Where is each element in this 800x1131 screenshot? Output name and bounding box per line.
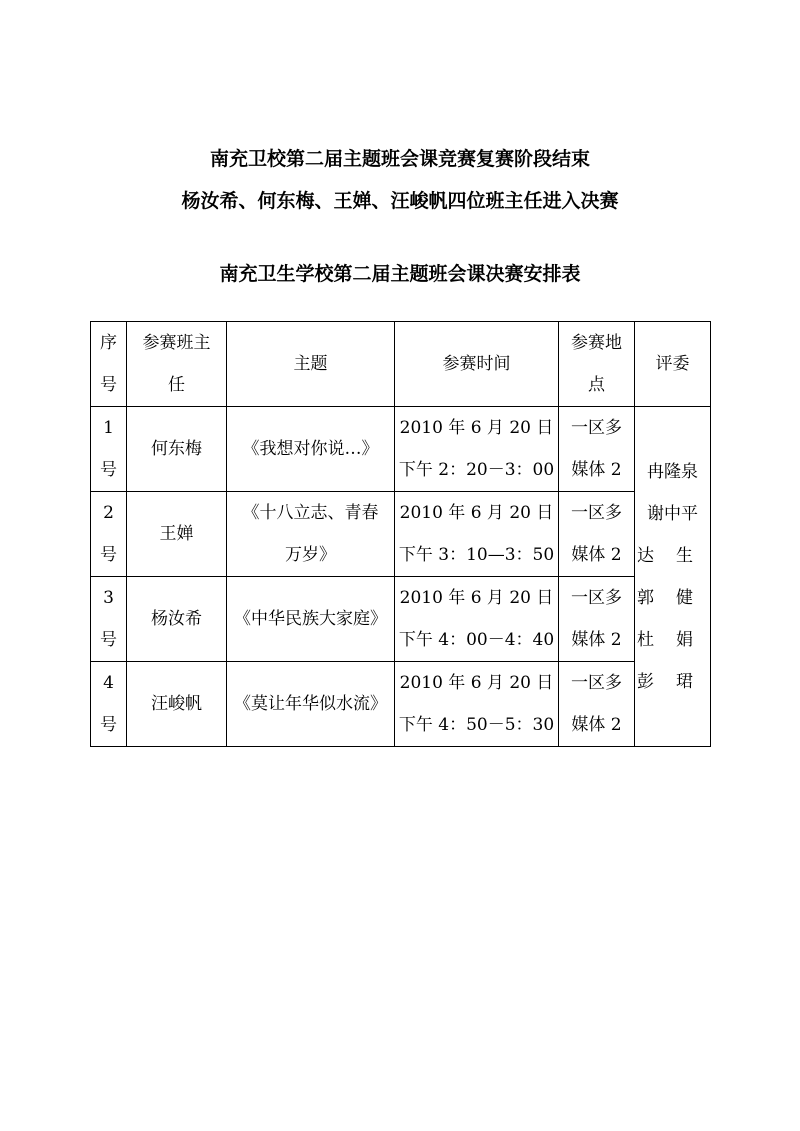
judge-name: 谢中平 — [647, 503, 698, 524]
schedule-table — [90, 321, 711, 747]
row-teacher: 杨汝希 — [127, 577, 227, 662]
row-index: 4 号 — [91, 662, 127, 747]
table-row — [91, 577, 711, 662]
row-venue: 一区多 媒体 2 — [559, 492, 635, 577]
table-row — [91, 492, 711, 577]
table-title: 南充卫生学校第二届主题班会课决赛安排表 — [219, 263, 581, 285]
judge-name: 彭 珺 — [637, 671, 693, 692]
row-theme: 《莫让年华似水流》 — [227, 662, 395, 747]
row-index: 3 号 — [91, 577, 127, 662]
table-row — [91, 662, 711, 747]
row-theme: 《十八立志、青春 万岁》 — [227, 492, 395, 577]
header-judges: 评委 — [635, 322, 711, 407]
document-subtitle: 杨汝希、何东梅、王婵、汪峻帆四位班主任进入决赛 — [181, 190, 619, 212]
header-time: 参赛时间 — [395, 322, 559, 407]
row-venue: 一区多 媒体 2 — [559, 662, 635, 747]
header-teacher: 参赛班主 任 — [127, 322, 227, 407]
row-venue: 一区多 媒体 2 — [559, 407, 635, 492]
header-index: 序 号 — [91, 322, 127, 407]
row-time: 2010 年 6 月 20 日 下午 4：00－4：40 — [395, 577, 559, 662]
row-index: 1 号 — [91, 407, 127, 492]
header-theme: 主题 — [227, 322, 395, 407]
document-title: 南充卫校第二届主题班会课竞赛复赛阶段结束 — [209, 148, 590, 170]
judge-name: 郭 健 — [637, 587, 693, 608]
header-venue: 参赛地 点 — [559, 322, 635, 407]
row-theme: 《中华民族大家庭》 — [227, 577, 395, 662]
judge-name: 杜 娟 — [637, 629, 693, 650]
row-time: 2010 年 6 月 20 日 下午 4：50－5：30 — [395, 662, 559, 747]
judge-name: 达 生 — [637, 545, 693, 566]
row-venue: 一区多 媒体 2 — [559, 577, 635, 662]
header-row — [91, 322, 711, 407]
row-teacher: 王婵 — [127, 492, 227, 577]
row-teacher: 何东梅 — [127, 407, 227, 492]
row-teacher: 汪峻帆 — [127, 662, 227, 747]
judge-name: 冉隆泉 — [647, 461, 698, 482]
table-row — [91, 407, 711, 492]
row-index: 2 号 — [91, 492, 127, 577]
row-theme: 《我想对你说…》 — [227, 407, 395, 492]
row-time: 2010 年 6 月 20 日 下午 2：20－3：00 — [395, 407, 559, 492]
judges-cell — [635, 407, 711, 747]
row-time: 2010 年 6 月 20 日 下午 3：10—3：50 — [395, 492, 559, 577]
